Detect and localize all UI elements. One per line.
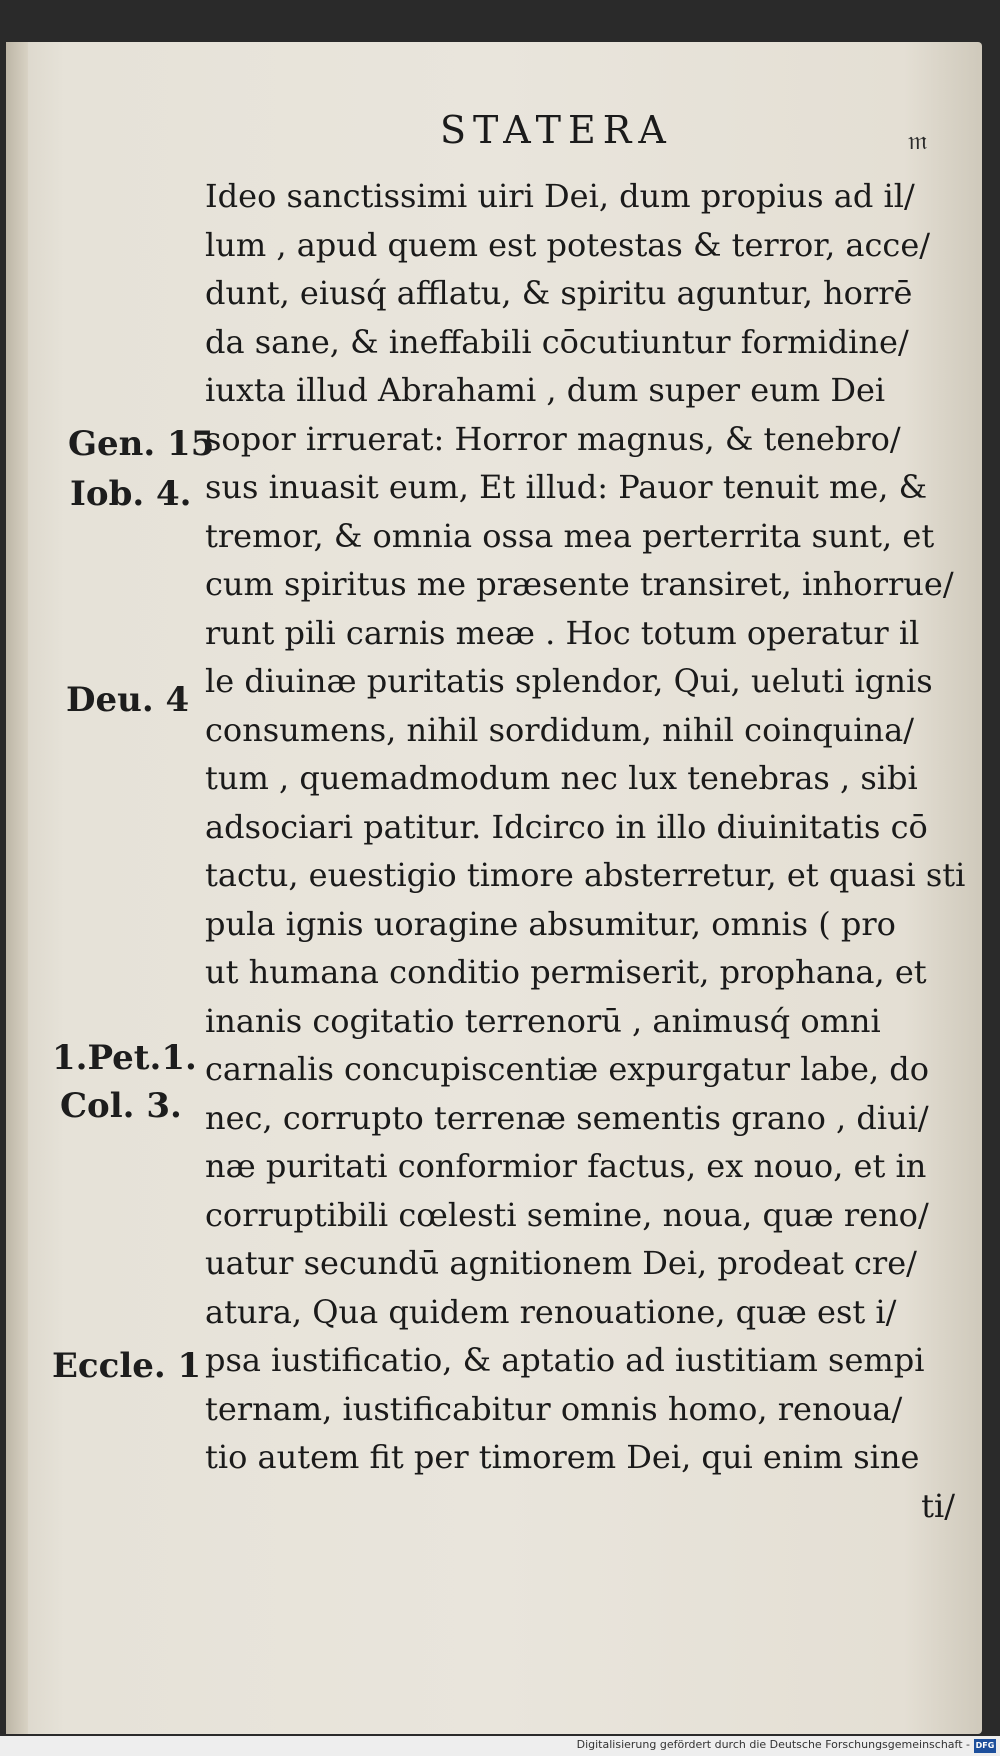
- text-line: sopor irruerat: Horror magnus, & tenebro/: [205, 419, 901, 458]
- text-line: adsociari patitur. Idcirco in illo diuinitatis cō: [205, 807, 928, 846]
- text-line: dunt, eiusq́ afflatu, & spiritu aguntur, horrē: [205, 274, 913, 312]
- text-line: corruptibili cœlesti semine, noua, quæ reno/: [205, 1195, 929, 1234]
- text-line: consumens, nihil sordidum, nihil coinquina/: [205, 710, 914, 749]
- text-line: næ puritati conformior factus, ex nouo, et in: [205, 1147, 927, 1185]
- footer-credit: Digitalisierung gefördert durch die Deutsche Forschungsgemeinschaft -: [576, 1738, 970, 1751]
- text-line: da sane, & ineffabili cōcutiuntur formidine/: [205, 322, 909, 361]
- margin-note-eccle: Eccle. 1: [52, 1346, 202, 1386]
- text-line: inanis cogitatio terrenorū , animusq́ omni: [205, 1001, 881, 1040]
- text-line: carnalis concupiscentiæ expurgatur labe, do: [205, 1050, 930, 1088]
- text-line: runt pili carnis meæ . Hoc totum operatur il: [205, 613, 920, 652]
- running-title: STATERA: [440, 108, 673, 152]
- text-line: le diuinæ puritatis splendor, Qui, ueluti ignis: [205, 662, 933, 700]
- text-line: atura, Qua quidem renouatione, quæ est i/: [205, 1292, 897, 1331]
- text-line: tremor, & omnia ossa mea perterrita sunt, et: [205, 516, 935, 555]
- text-line: tio autem fit per timorem Dei, qui enim sine: [205, 1438, 920, 1476]
- body-text: [205, 172, 965, 1530]
- margin-note-col: Col. 3.: [60, 1086, 182, 1126]
- margin-note-deu: Deu. 4: [66, 680, 190, 720]
- text-line: uatur secundū agnitionem Dei, prodeat cre/: [205, 1244, 917, 1282]
- margin-note-gen: Gen. 15: [68, 424, 215, 464]
- text-line: sus inuasit eum, Et illud: Pauor tenuit me, &: [205, 468, 928, 506]
- margin-note-iob: Iob. 4.: [70, 474, 192, 514]
- text-line: tactu, euestigio timore absterretur, et quasi sti: [205, 856, 965, 894]
- text-line: lum , apud quem est potestas & terror, acce/: [205, 225, 931, 264]
- text-line: Ideo sanctissimi uiri Dei, dum propius ad il/: [205, 177, 915, 215]
- folio-mark: 𝔪: [908, 126, 928, 156]
- margin-note-pet: 1.Pet.1.: [52, 1038, 197, 1078]
- text-line: ternam, iustificabitur omnis homo, renoua/: [205, 1389, 903, 1428]
- page-gutter: [6, 42, 28, 1734]
- digitization-footer: [0, 1736, 1000, 1756]
- dfg-logo-icon: DFG: [974, 1739, 996, 1753]
- text-line: tum , quemadmodum nec lux tenebras , sibi: [205, 759, 918, 797]
- text-line: psa iustificatio, & aptatio ad iustitiam sempi: [205, 1341, 925, 1379]
- catchword: ti/: [921, 1486, 955, 1525]
- text-line: iuxta illud Abrahami , dum super eum Dei: [205, 371, 886, 409]
- text-line: cum spiritus me præsente transiret, inhorrue/: [205, 565, 954, 603]
- text-line: nec, corrupto terrenæ sementis grano , diui/: [205, 1098, 929, 1137]
- text-line: ut humana conditio permiserit, prophana, et: [205, 953, 927, 991]
- text-line: pula ignis uoragine absumitur, omnis ( pro: [205, 904, 896, 943]
